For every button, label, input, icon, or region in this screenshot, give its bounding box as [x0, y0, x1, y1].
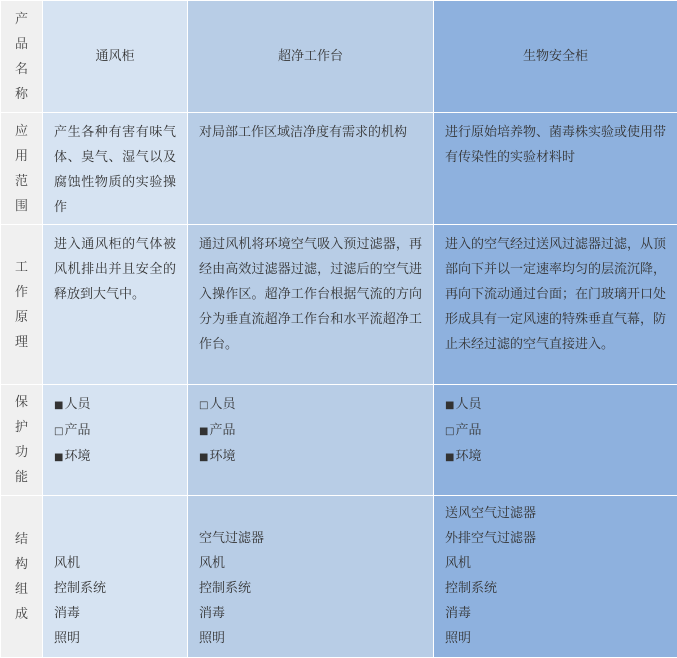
empty-box-icon: □ [199, 400, 208, 411]
checked-box-icon: ■ [54, 452, 63, 463]
protection-item [445, 444, 666, 470]
protection-item-label: 环境 [455, 449, 481, 464]
label-char: 护 [1, 415, 42, 440]
structure-cell [434, 496, 677, 658]
row-label [1, 113, 43, 225]
label-char: 原 [1, 305, 42, 330]
label-char: 成 [1, 602, 42, 627]
scope-row [1, 113, 677, 225]
structure-item: 风机 [54, 551, 176, 576]
label-char: 功 [1, 440, 42, 465]
structure-item: 照明 [54, 626, 176, 651]
row-label [1, 496, 43, 658]
scope-cell: 进行原始培养物、菌毒株实验或使用带有传染性的实验材料时 [434, 113, 677, 225]
checked-box-icon: ■ [199, 452, 208, 463]
protection-item-label: 产品 [64, 423, 90, 438]
protection-item-label: 人员 [455, 397, 481, 412]
protection-row [1, 385, 677, 496]
label-char: 构 [1, 552, 42, 577]
label-char: 能 [1, 465, 42, 490]
checked-box-icon: ■ [445, 400, 454, 411]
row-label [1, 1, 43, 113]
protection-item [199, 418, 422, 444]
protection-item [54, 392, 176, 418]
label-char: 称 [1, 82, 42, 107]
protection-item [445, 392, 666, 418]
protection-item-label: 产品 [209, 423, 235, 438]
empty-box-icon: □ [445, 426, 454, 437]
structure-cell [188, 496, 434, 658]
scope-cell: 产生各种有害有味气体、臭气、湿气以及腐蚀性物质的实验操作 [43, 113, 188, 225]
protection-item [199, 392, 422, 418]
protection-item [54, 444, 176, 470]
structure-item: 空气过滤器 [199, 526, 422, 551]
principle-cell: 进入的空气经过送风过滤器过滤，从顶部向下并以一定速率均匀的层流沉降，再向下流动通过台面；在门玻璃开口处形成具有一定风速的特殊垂直气幕，防止未经过滤的空气直接进入。 [434, 225, 677, 385]
principle-cell: 进入通风柜的气体被风机排出并且安全的释放到大气中。 [43, 225, 188, 385]
protection-item [445, 418, 666, 444]
protection-item-label: 人员 [64, 397, 90, 412]
column-header-biosafety-cabinet: 生物安全柜 [434, 1, 677, 113]
label-char: 围 [1, 194, 42, 219]
column-header-fume-hood: 通风柜 [43, 1, 188, 113]
protection-item-label: 环境 [64, 449, 90, 464]
label-char: 工 [1, 255, 42, 280]
row-label [1, 385, 43, 496]
structure-item: 外排空气过滤器 [445, 526, 666, 551]
label-char: 组 [1, 577, 42, 602]
principle-cell: 通过风机将环境空气吸入预过滤器，再经由高效过滤器过滤，过滤后的空气进入操作区。超净工作台根据气流的方向分为垂直流超净工作台和水平流超净工作台。 [188, 225, 434, 385]
structure-item: 控制系统 [54, 576, 176, 601]
label-char: 理 [1, 330, 42, 355]
protection-cell [43, 385, 188, 496]
scope-cell: 对局部工作区域洁净度有需求的机构 [188, 113, 434, 225]
label-char: 应 [1, 119, 42, 144]
structure-item: 消毒 [445, 601, 666, 626]
structure-item: 消毒 [199, 601, 422, 626]
structure-item: 风机 [445, 551, 666, 576]
label-char: 范 [1, 169, 42, 194]
protection-item-label: 产品 [455, 423, 481, 438]
column-header-clean-bench: 超净工作台 [188, 1, 434, 113]
row-label [1, 225, 43, 385]
label-char: 名 [1, 57, 42, 82]
label-char: 作 [1, 280, 42, 305]
label-char: 品 [1, 32, 42, 57]
checked-box-icon: ■ [199, 426, 208, 437]
structure-item: 照明 [199, 626, 422, 651]
protection-item [54, 418, 176, 444]
structure-row [1, 496, 677, 658]
checked-box-icon: ■ [445, 452, 454, 463]
structure-cell [43, 496, 188, 658]
structure-item: 控制系统 [445, 576, 666, 601]
label-char: 结 [1, 527, 42, 552]
checked-box-icon: ■ [54, 400, 63, 411]
structure-item: 消毒 [54, 601, 176, 626]
protection-item-label: 环境 [209, 449, 235, 464]
structure-item: 照明 [445, 626, 666, 651]
structure-item: 送风空气过滤器 [445, 501, 666, 526]
empty-box-icon: □ [54, 426, 63, 437]
protection-item [199, 444, 422, 470]
structure-item: 控制系统 [199, 576, 422, 601]
protection-cell [434, 385, 677, 496]
principle-row [1, 225, 677, 385]
protection-item-label: 人员 [209, 397, 235, 412]
label-char: 保 [1, 390, 42, 415]
label-char: 产 [1, 7, 42, 32]
label-char: 用 [1, 144, 42, 169]
structure-item: 风机 [199, 551, 422, 576]
header-row [1, 1, 677, 113]
protection-cell [188, 385, 434, 496]
